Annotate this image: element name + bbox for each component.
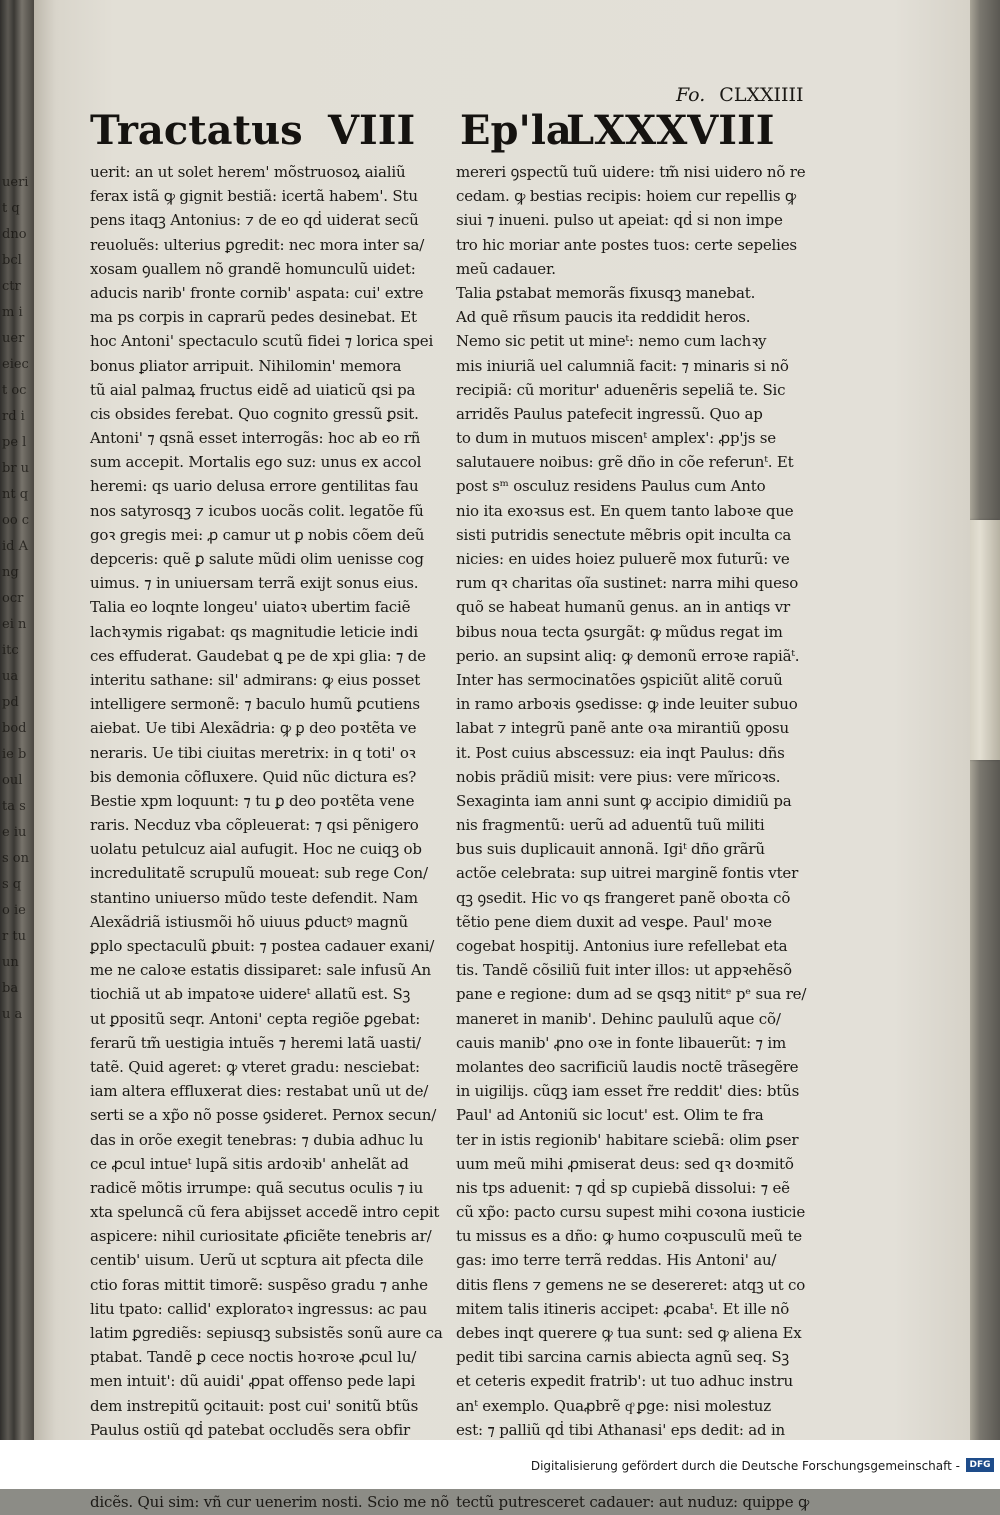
text-line: anᵗ exemplo. Quaꝓbrẽ qͦ ꝑge: nisi molestuz [456,1396,771,1415]
text-line: incredulitatẽ scrupulũ moueat: sub rege Con/ [90,864,428,883]
text-line: molantes deo sacrificiũ laudis noctẽ trãsegẽre [456,1057,799,1076]
text-line: radicẽ mõtis irrumpe: quã secutus oculis ⁊ iu [90,1178,424,1197]
text-line: ptabat. Tandẽ ꝑ cece noctis hoꝛroꝛe ꝓcul lu/ [90,1348,417,1367]
running-head [90,104,810,158]
text-line: Inter has sermocinatões ꝯspiciũt alitẽ coruũ [456,670,783,689]
text-line: nos satyrosqꝫ ⁊ icubos uocãs colit. legatõe fũ [90,501,424,520]
text-line: pens itaqꝫ Antonius: ⁊ de eo qḋ uiderat secũ [90,211,419,230]
text-line: bibus noua tecta ꝯsurgãt: ꝙ mũdus regat im [456,622,783,641]
text-line: lachꝛymis rigabat: qs magnitudie leticie indi [90,622,419,641]
text-line: recipiã: cũ moritur' aduenẽris sepeliã te. Sic [456,380,786,399]
text-line: cauis manib' ꝓno oꝛe in fonte libauerũt: ⁊ im [456,1033,786,1052]
text-line: dicẽs. Qui sim: vñ cur uenerim nosti. Scio me nõ [90,1493,449,1512]
text-line: Bestie xpm loquunt: ⁊ tu ꝑ deo poꝛtẽta vene [90,791,415,810]
footer-bar [0,1440,1000,1489]
text-line: depceris: quẽ ꝑ salute mũdi olim uenisse cog [90,550,424,568]
text-line: qꝫ ꝯsedit. Hic vo qs frangeret panẽ oboꝛta cõ [456,888,791,907]
text-line: tis. Tandẽ cõsiliũ fuit inter illos: ut appꝛehẽsõ [456,961,792,980]
text-line: interitu sathane: sil' admirans: ꝙ eius posset [90,670,421,689]
text-line: labat ⁊ integrũ panẽ ante oꝛa mirantiũ ꝯposu [456,719,790,738]
text-line: uolatu petulcuz aial aufugit. Hoc ne cuiqꝫ ob [90,840,422,859]
text-line: dem instrepitũ ꝯcitauit: post cui' sonitũ btũs [90,1396,419,1415]
head-epistola: Ep'la [460,107,572,154]
text-line: in uigilijs. cũqꝫ iam esset r̃re reddit' dies: btũs [456,1082,800,1101]
text-line: das in orõe exegit tenebras: ⁊ dubia adhuc lu [90,1130,424,1149]
text-line: Alexãdriã istiusmõi hõ uiuus ꝑductꝰ magnũ [90,912,408,931]
text-line: bis demonia cõfluxere. Quid nũc dictura es? [90,767,417,786]
text-line: maneret in manib'. Dehinc paululũ aque cõ/ [456,1009,781,1028]
text-line: uum meũ mihi ꝓmiserat deus: sed qꝛ doꝛmitõ [456,1154,794,1173]
text-line: siui ⁊ inueni. pulso ut apeiat: qḋ si non impe [456,211,783,230]
text-line: Paul' ad Antoniũ sic locut' est. Olim te fra [456,1106,764,1125]
text-line: in ramo arboꝛis ꝯsedisse: ꝙ inde leuiter subuo [456,695,798,714]
text-line: litu tpato: callid' exploratoꝛ ingressus: ac pau [90,1299,427,1318]
text-line: serti se a xp̃o nõ posse ꝯsideret. Pernox secun/ [90,1106,437,1125]
text-line: actõe celebrata: sup uitrei marginẽ fontis vter [456,864,799,883]
text-line: uimus. ⁊ in uniuersam terrã exijt sonus eius. [90,574,419,593]
text-line: reuoluẽs: ulterius ꝑgredit: nec mora inter sa/ [90,235,425,254]
book-spine [0,0,34,1440]
text-line: gas: imo terre terrã reddas. His Antoni' au/ [456,1251,777,1270]
text-line: tectũ putresceret cadauer: aut nuduz: quippe ꝙ [456,1493,810,1512]
text-line: ferax istã ꝙ gignit bestiã: icertã habem'. Stu [90,187,418,206]
text-line: sisti putridis senectute mẽbris opit inculta ca [456,525,792,544]
text-line: est: ⁊ palliũ qḋ tibi Athanasi' eps dedit: ad in [456,1420,786,1439]
head-tractatus: Tractatus [90,107,303,154]
text-line: et ceteris expedit fratrib': ut tuo adhuc instru [456,1372,793,1391]
folio-numeral: CLXXIIII [719,84,804,106]
text-line: quõ se habeat humanũ genus. an in antiqs vr [456,598,790,617]
text-line: nis tps aduenit: ⁊ qḋ sp cupiebã dissolui: ⁊ eẽ [456,1178,790,1197]
text-line: arridẽs Paulus patefecit ingressũ. Quo ap [456,404,763,423]
text-line: perio. an supsint aliq: ꝙ demonũ erroꝛe rapiãᵗ. [456,646,800,665]
text-line: ces effuderat. Gaudebat ꝗ pe de xpi glia: ⁊ de [90,646,426,665]
footer-credit: Digitalisierung gefördert durch die Deutsche Forschungsgemeinschaft - [530,1459,960,1473]
text-line: ut ꝑpositũ seqr. Antoni' cepta regiõe ꝑgebat: [90,1009,421,1028]
text-line: it. Post cuius abscessuz: eia inqt Paulus: dñs [456,743,785,762]
text-line: tatẽ. Quid ageret: ꝙ vteret gradu: nesciebat: [90,1057,420,1076]
text-line: goꝛ gregis mei: ꝓ camur ut ꝑ nobis cõem deũ [90,525,425,544]
text-line: post sᵐ osculuz residens Paulus cum Anto [456,477,766,496]
text-line: tũ aial palmaꝝ fructus eidẽ ad uiaticũ qsi pa [90,380,416,399]
text-line: debes inqt querere ꝙ tua sunt: sed ꝙ aliena Ex [456,1324,802,1342]
text-line: neraris. Ue tibi ciuitas meretrix: in q toti' oꝛ [90,743,416,762]
head-tractatus-number: VIII [328,107,416,154]
left-text-column [90,160,450,1512]
text-line: uerit: an ut solet herem' mõstruosoꝝ aialiũ [90,163,406,181]
text-line: Sexaginta iam anni sunt ꝙ accipio dimidiũ pa [456,791,792,810]
text-line: ma ps corpis in caprarũ pedes desinebat. Et [90,308,417,327]
text-line: nicies: en uides hoiez puluerẽ mox futurũ: ve [456,550,790,568]
text-line: Ad quẽ rñsum paucis ita reddidit heros. [456,308,751,327]
dfg-logo: DFG [966,1458,994,1472]
text-line: pedit tibi sarcina carnis abiecta agnũ seq. Sꝫ [456,1348,789,1367]
text-line: tu missus es a dño: ꝙ humo coꝛpusculũ meũ te [456,1227,802,1246]
text-line: ꝑplo spectaculũ ꝑbuit: ⁊ postea cadauer exani/ [90,937,435,955]
text-line: cũ xp̃o: pacto cursu supest mihi coꝛona iusticie [456,1203,806,1222]
text-line: mereri ꝯspectũ tuũ uidere: tm̃ nisi uidero nõ re [456,163,806,181]
text-line: tiochiã ut ab impatoꝛe uidereᵗ allatũ est. Sꝫ [90,985,411,1004]
text-line: cis obsides ferebat. Quo cognito gressũ ꝑsit. [90,404,419,423]
text-line: aspicere: nihil curiositate ꝓficiẽte tenebris ar/ [90,1227,432,1246]
text-line: tro hic moriar ante postes tuos: certe sepelies [456,235,797,254]
text-line: mitem talis itineris accipet: ꝓcabaᵗ. Et ille nõ [456,1299,790,1318]
text-line: heremi: qs uario delusa errore gentilitas fau [90,477,419,496]
text-line: mis iniuriã uel calumniã facit: ⁊ minaris si nõ [456,356,789,375]
text-line: intelligere sermonẽ: ⁊ baculo humũ ꝑcutiens [90,695,420,714]
text-line: aducis narib' fronte cornib' aspata: cui' extre [90,283,424,302]
text-line: cedam. ꝙ bestias recipis: hoiem cur repellis ꝙ [456,187,796,206]
text-line: sum accepit. Mortalis ego suz: unus ex accol [90,453,422,472]
text-line: ter in istis regionib' habitare sciebã: olim ꝑser [456,1130,799,1149]
text-line: nobis prãdiũ misit: vere pius: vere mĩricoꝛs. [456,767,781,786]
text-line: cogebat hospitij. Antonius iure refellebat eta [456,937,788,955]
text-line: ditis flens ⁊ gemens ne se desereret: atqꝫ ut co [456,1275,806,1294]
text-line: raris. Necduz vba cõpleuerat: ⁊ qsi pẽnigero [90,816,419,835]
text-line: nio ita exoꝛsus est. En quem tanto laboꝛe que [456,501,794,520]
text-line: aiebat. Ue tibi Alexãdria: ꝙ ꝑ deo poꝛtẽta ve [90,719,417,738]
text-line: centib' uisum. Uerũ ut scptura ait pfecta dile [90,1251,424,1270]
text-line: iam altera effluxerat dies: restabat unũ ut de/ [90,1082,429,1101]
text-line: bonus ꝑliator arripuit. Nihilomin' memora [90,356,402,375]
text-line: Nemo sic petit ut mineᵗ: nemo cum lachꝛy [456,332,767,351]
text-line: Talia eo loqnte longeu' uiatoꝛ ubertim faciẽ [90,598,411,617]
text-line: salutauere noibus: grẽ dño in cõe referunᵗ. Et [456,453,794,472]
text-line: xta speluncã cũ fera abijsset accedẽ intro cepit [90,1203,440,1222]
text-line: me ne caloꝛe estatis dissiparet: sale infusũ An [90,961,431,980]
text-line: rum qꝛ charitas oĩa sustinet: narra mihi queso [456,574,799,593]
text-line: stantino uniuerso mũdo teste defendit. Nam [90,888,418,907]
text-line: xosam ꝯuallem nõ grandẽ homunculũ uidet: [90,259,416,278]
text-line: ferarũ tm̃ uestigia intuẽs ⁊ heremi latã uasti/ [90,1033,421,1052]
head-epistola-number: LXXXVIII [566,107,775,154]
text-line: men intuit': dũ auidi' ꝓpat offenso pede lapi [90,1372,416,1391]
text-line: latim ꝑgrediẽs: sepiusqꝫ subsistẽs sonũ aure ca [90,1324,443,1342]
folio-prefix: Fo. [676,84,706,106]
text-line: Antoni' ⁊ qsnã esset interrogãs: hoc ab eo rñ [90,429,421,448]
text-line: ce ꝓcul intueᵗ lupã sitis ardoꝛib' anhelãt ad [90,1154,409,1173]
text-line: Talia ꝑstabat memorãs fixusqꝫ manebat. [456,283,756,302]
text-line: meũ cadauer. [456,259,556,278]
spine-facing-page-text: uerit q dno bcl ctrm iuer eiect ocrd ipe lbr unt qoo cid Ang ocrei nitc ua pd bodie boul ta se ius ons q o ier tu un ba u a [2,175,30,1022]
text-line: nis fragmentũ: uerũ ad aduentũ tuũ militi [456,816,765,835]
text-line: to dum in mutuos miscenᵗ amplex': ꝓp'js se [456,429,776,448]
text-line: ctio foras mittit timorẽ: suspẽso gradu ⁊ anhe [90,1275,428,1294]
text-line: pane e regione: dum ad se qsqꝫ nititᵉ pᵉ sua re/ [456,985,807,1004]
text-line: Paulus ostiũ qḋ patebat occludẽs sera obfir [90,1420,410,1439]
text-line: tẽtio pene diem duxit ad vesꝑe. Paul' moꝛe [456,912,772,931]
text-line: bus suis duplicauit annonã. Igiᵗ dño grãrũ [456,840,765,859]
text-line: hoc Antoni' spectaculo scutũ fidei ⁊ lorica spei [90,332,434,351]
